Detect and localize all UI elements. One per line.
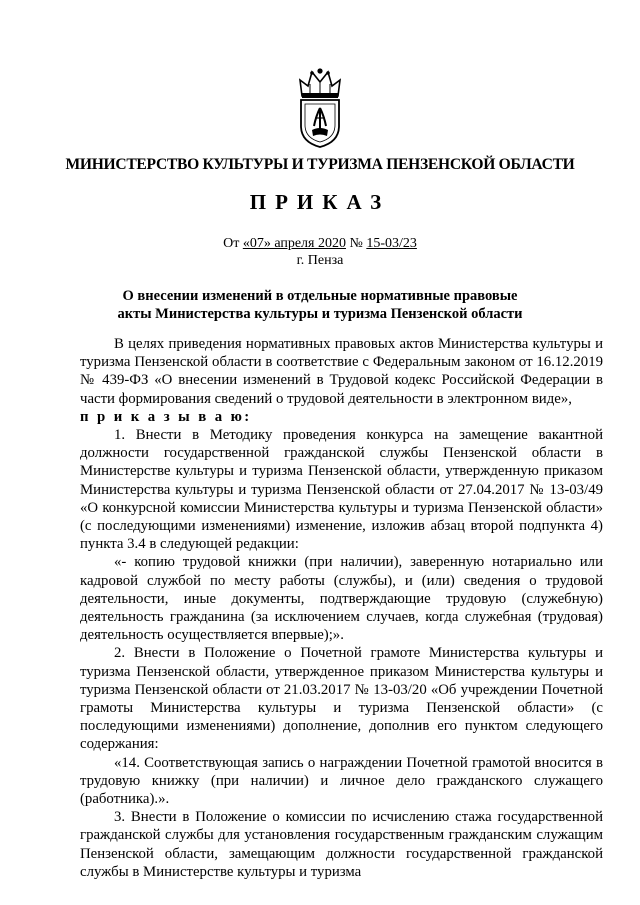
order-word-paragraph — [80, 408, 603, 426]
date-prefix: От — [223, 236, 240, 251]
item-2-quote: «14. Соответствующая запись о награждении Почетной грамотой вносится в трудовую книжку (при наличии) и личное дело гражданского служащего (работника).». — [80, 754, 603, 808]
item-2-paragraph: 2. Внести в Положение о Почетной грамоте Министерства культуры и туризма Пензенской области, утвержденное приказом Министерства культуры и туризма Пензенской области от 21.03.2017 № 13-03/20 «Об учреждении Почетной грамоты Министерства культуры и туризма Пензенской области» (с последующими изменениями) дополнение, дополнив его пунктом следующего содержания: — [80, 645, 603, 753]
preamble-paragraph: В целях приведения нормативных правовых актов Министерства культуры и туризма Пензенской области в соответствие с Федеральным законом от 16.12.2019 № 439-ФЗ «О внесении изменений в Трудовой кодекс Российской Федерации в части формирования сведений о трудовой деятельности в электронном виде», — [80, 336, 603, 407]
order-date-line — [0, 236, 640, 252]
order-word: п р и к а з ы в а ю: — [80, 408, 252, 425]
subject-line-2: акты Министерства культуры и туризма Пензенской области — [117, 306, 523, 322]
penza-coat-of-arms-icon — [296, 66, 344, 148]
order-body — [80, 335, 603, 881]
number-sign: № — [349, 236, 363, 251]
order-date: «07» апреля 2020 — [242, 236, 346, 251]
order-subject — [80, 287, 560, 323]
ministry-name: МИНИСТЕРСТВО КУЛЬТУРЫ И ТУРИЗМА ПЕНЗЕНСКОЙ ОБЛАСТИ — [65, 156, 575, 173]
order-number: 15-03/23 — [366, 236, 417, 251]
item-3-paragraph: 3. Внести в Положение о комиссии по исчислению стажа государственной гражданской службы для установления государственным гражданским служащим Пензенской области, замещающим должности государственной гражданской службы в Министерстве культуры и туризма — [80, 809, 603, 880]
item-1-paragraph: 1. Внести в Методику проведения конкурса на замещение вакантной должности государственной гражданской службы Пензенской области в Министерстве культуры и туризма Пензенской области, утвержденную приказом Министерства культуры и туризма Пензенской области от 27.04.2017 № 13-03/49 «О конкурсной комиссии Министерства культуры и туризма Пензенской области» (с последующими изменениями) изменение, изложив абзац второй подпункта 4) пункта 3.4 в следующей редакции: — [80, 427, 603, 553]
subject-line-1: О внесении изменений в отдельные нормативные правовые — [122, 288, 518, 304]
item-1-quote: «- копию трудовой книжки (при наличии), заверенную нотариально или кадровой службой по месту работы (службы), и (или) сведения о трудовой деятельности, иные документы, подтверждающие трудовую (служебную) деятельность гражданина (за исключением случаев, когда служебная (трудовая) деятельность осуществляется впервые);». — [80, 554, 603, 644]
order-city: г. Пенза — [296, 253, 344, 268]
document-title: ПРИКАЗ — [249, 190, 391, 214]
